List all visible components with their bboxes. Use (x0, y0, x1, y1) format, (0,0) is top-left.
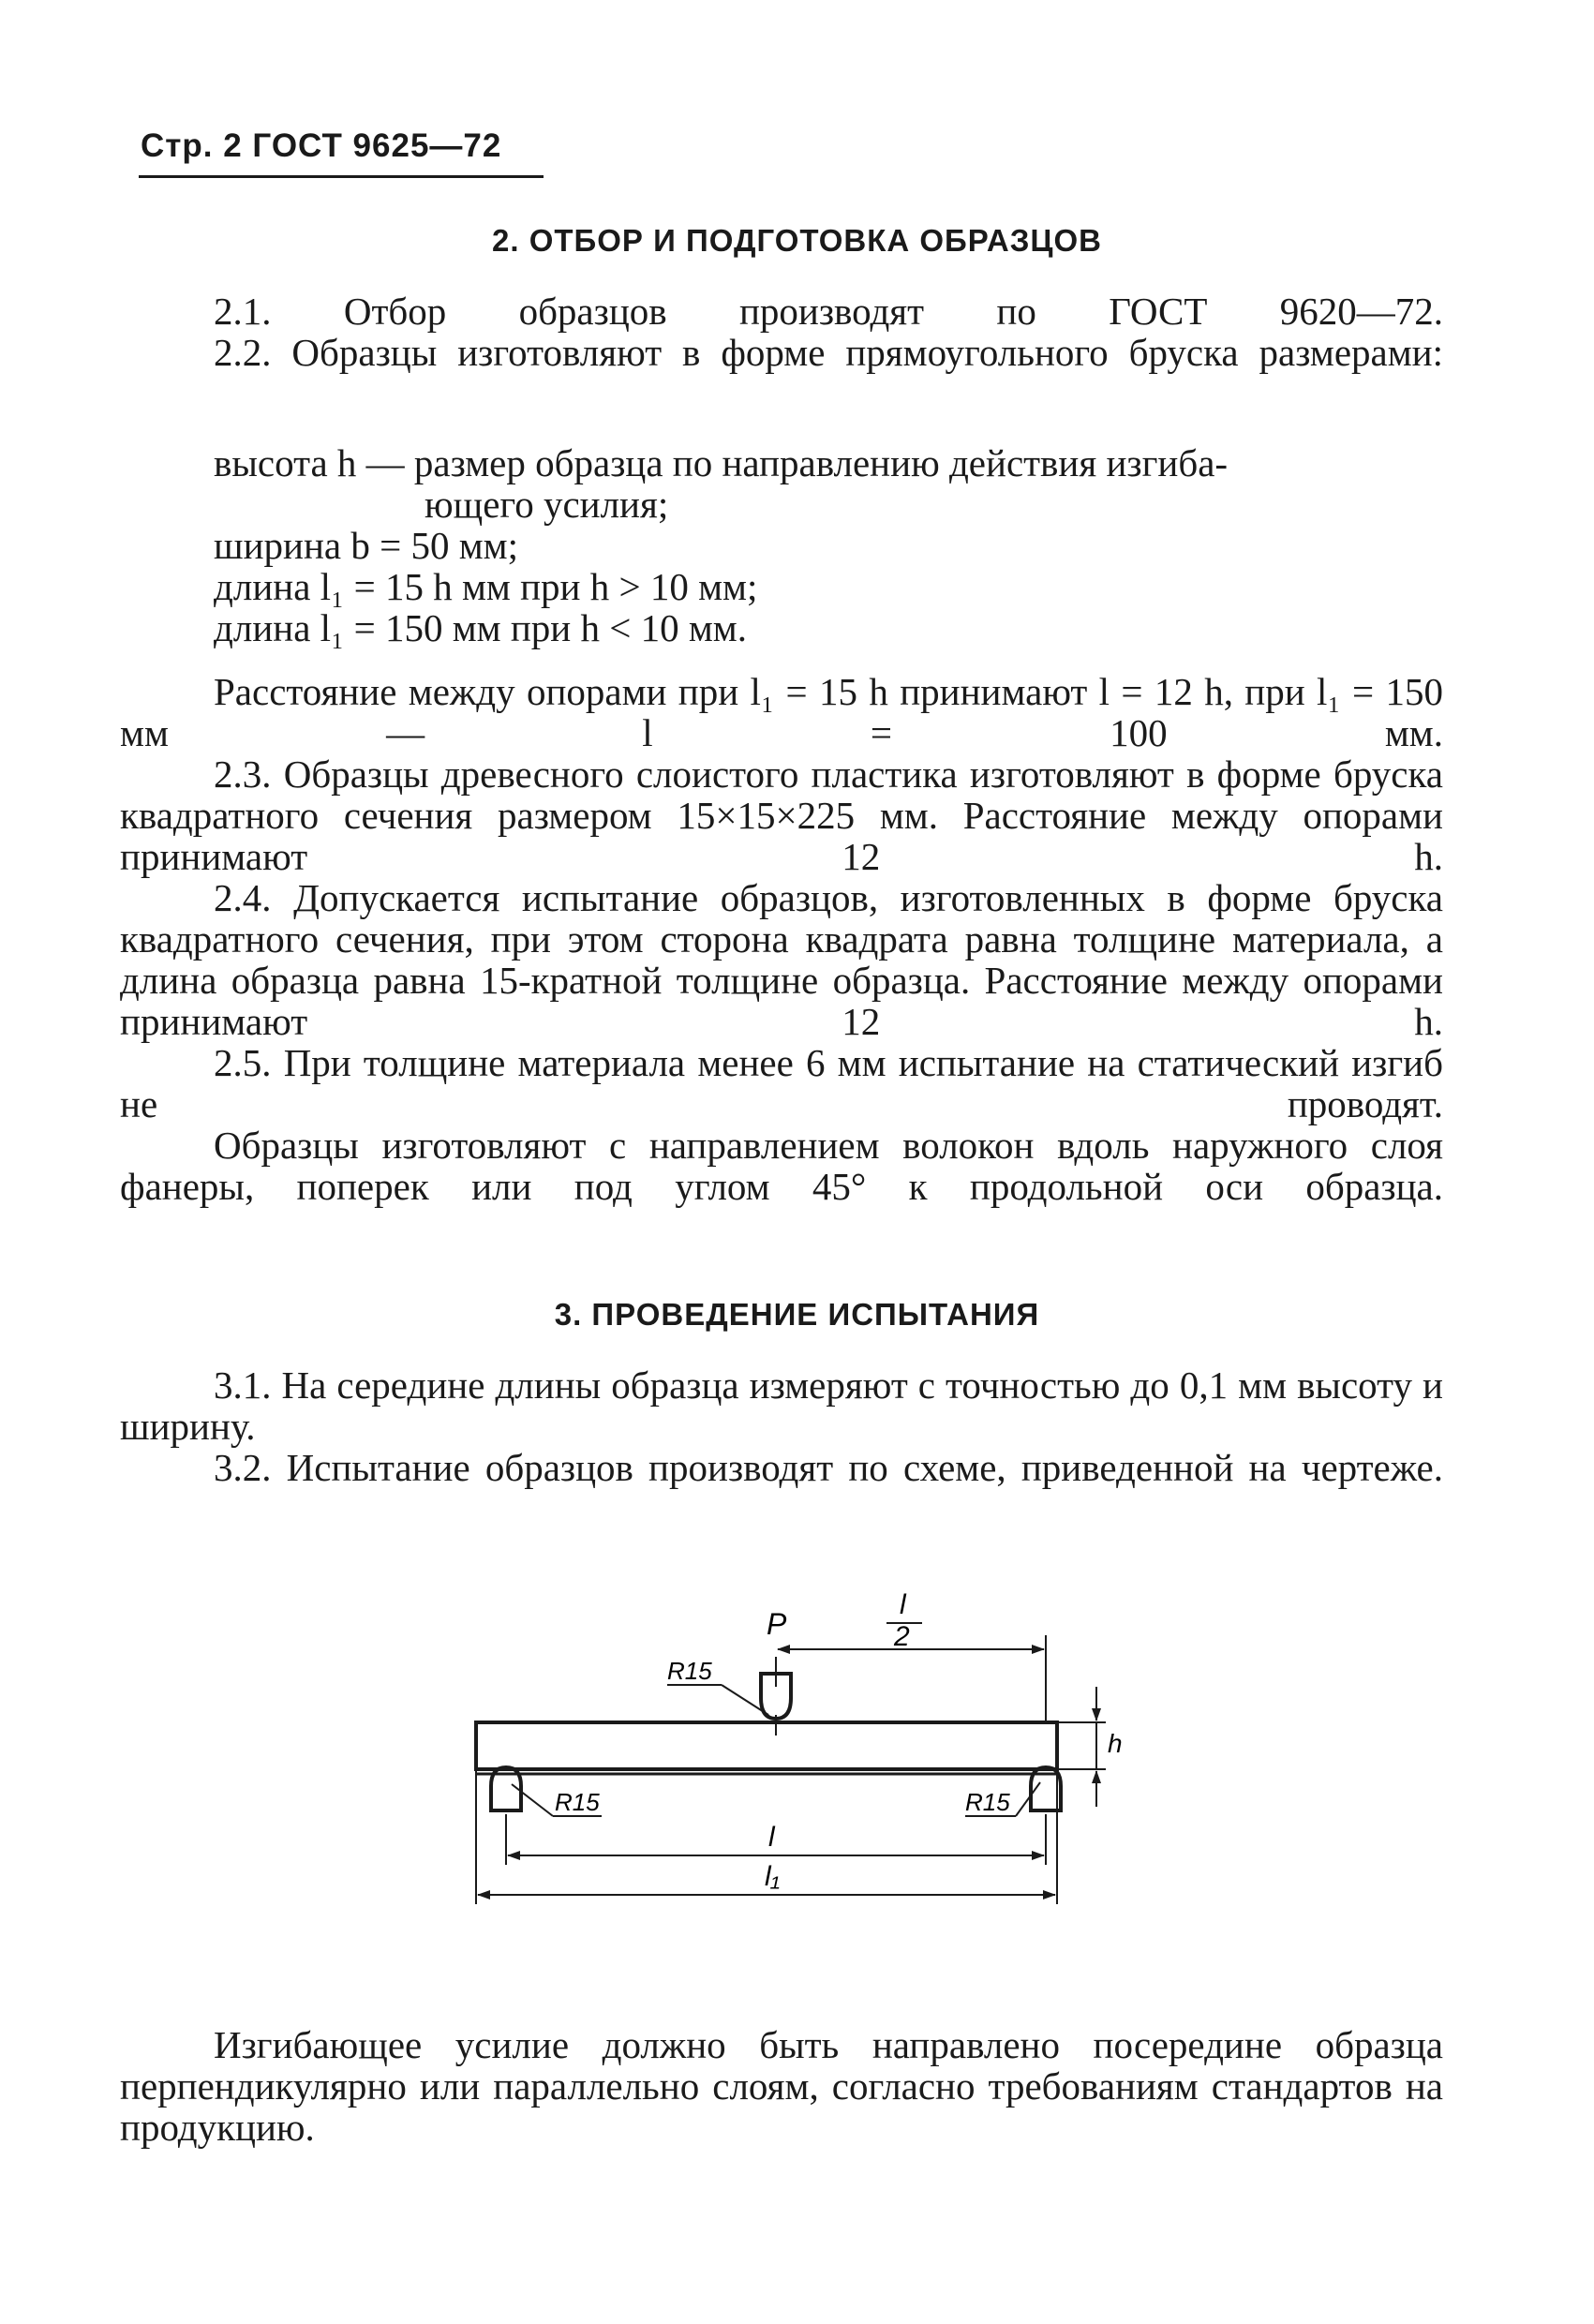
label-R15-right: R15 (965, 1788, 1010, 1816)
label-half-span-numerator: l (900, 1589, 906, 1620)
label-length-l1: l₁ (765, 1861, 781, 1892)
paragraph-fibers: Образцы изготовляют с направлением волокон вдоль наружного слоя фанеры, поперек или под углом 45° к продольной оси образца. (120, 1124, 1443, 1208)
paragraph-distance: Расстояние между опорами при l₁ = 15 h принимают l = 12 h, при l₁ = 150 мм — l = 100 мм. (120, 670, 1443, 754)
paragraph-2-5: 2.5. При толщине материала менее 6 мм испытание на статический изгиб не проводят. (120, 1041, 1443, 1125)
dimension-width: ширина b = 50 мм; (214, 524, 518, 567)
dimension-length-1: длина l₁ = 15 h мм при h > 10 мм; (214, 565, 758, 608)
label-R15-left: R15 (555, 1788, 600, 1816)
paragraph-force: Изгибающее усилие должно быть направлено посередине образца перпендикулярно или параллельно слоям, согласно требованиям стандартов на продукцию. (120, 2023, 1443, 2149)
label-force-P: P (767, 1607, 787, 1641)
paragraph-2-3: 2.3. Образцы древесного слоистого пластика изготовляют в форме бруска квадратного сечения размером 15×15×225 мм. Расстояние между опорами принимают 12 h. (120, 752, 1443, 878)
label-span-l: l (768, 1822, 775, 1853)
paragraph-3-1: 3.1. На середине длины образца измеряют с точностью до 0,1 мм высоту и ширину. (120, 1363, 1443, 1448)
dimension-height-cont: ющего усилия; (425, 483, 669, 526)
label-height-h: h (1108, 1729, 1123, 1758)
section-3-heading: 3. ПРОВЕДЕНИЕ ИСПЫТАНИЯ (554, 1297, 1040, 1332)
paragraph-2-1: 2.1. Отбор образцов производят по ГОСТ 9620—72. (214, 290, 1443, 333)
header-rule (139, 175, 544, 178)
dimensions-list (214, 442, 1443, 648)
bending-test-diagram (450, 1574, 1162, 1949)
dimension-height: высота h — размер образца по направлению действия изгиба- (214, 441, 1229, 484)
paragraph-2-4: 2.4. Допускается испытание образцов, изготовленных в форме бруска квадратного сечения, при этом сторона квадрата равна толщине материала, а длина образца равна 15-кратной толщине образца. Расстояние между опорами принимают 12 h. (120, 876, 1443, 1043)
page-header: Стр. 2 ГОСТ 9625—72 (141, 127, 502, 164)
dimension-length-2: длина l₁ = 150 мм при h < 10 мм. (214, 606, 747, 649)
paragraph-2-2: 2.2. Образцы изготовляют в форме прямоугольного бруска размерами: (214, 331, 1443, 374)
label-R15-top: R15 (667, 1657, 712, 1685)
specimen-beam (476, 1722, 1057, 1769)
section-2-heading: 2. ОТБОР И ПОДГОТОВКА ОБРАЗЦОВ (492, 223, 1102, 258)
label-half-span-denominator: 2 (894, 1621, 910, 1652)
paragraph-3-2: 3.2. Испытание образцов производят по схеме, приведенной на чертеже. (214, 1446, 1443, 1489)
